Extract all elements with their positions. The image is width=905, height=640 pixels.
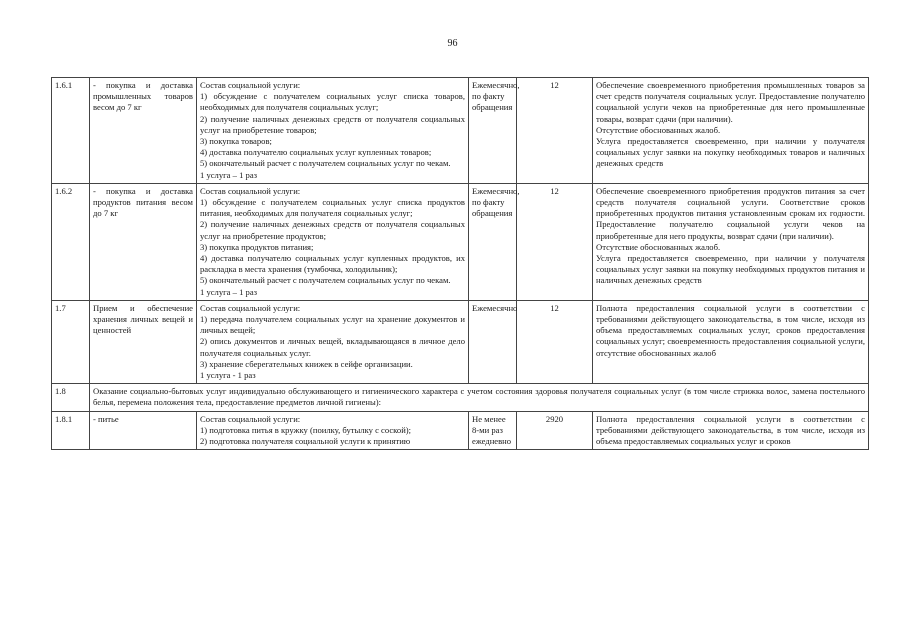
table-row — [52, 183, 869, 300]
service-quality — [593, 300, 869, 383]
service-composition-line: 3) покупка товаров; — [200, 136, 272, 147]
service-price: 2920 — [517, 411, 593, 450]
service-name: - питье — [90, 411, 197, 450]
service-frequency: Ежемесячно, по факту обращения — [469, 183, 517, 300]
service-quality-line: Отсутствие обоснованных жалоб. — [596, 241, 721, 252]
service-frequency: Ежемесячно — [469, 300, 517, 383]
row-number: 1.7 — [52, 300, 90, 383]
table-body — [52, 78, 869, 450]
table-row — [52, 78, 869, 184]
service-composition-line: 1 услуга – 1 раз — [200, 169, 258, 180]
service-name: Прием и обеспечение хранения личных вещей и ценностей — [90, 300, 197, 383]
service-composition-line: 1) передача получателем социальных услуг на хранение документов и личных вещей; — [200, 314, 465, 336]
service-composition-line: 1 услуга – 1 раз — [200, 286, 258, 297]
service-composition — [197, 300, 469, 383]
service-composition-line: Состав социальной услуги: — [200, 185, 301, 196]
row-number: 1.8.1 — [52, 411, 90, 450]
service-name: - покупка и доставка продуктов питания весом до 7 кг — [90, 183, 197, 300]
service-quality — [593, 411, 869, 450]
service-price: 12 — [517, 183, 593, 300]
service-composition-line: 5) окончательный расчет с получателем социальных услуг по чекам. — [200, 275, 451, 286]
services-table — [51, 77, 869, 450]
service-composition-line: 1 услуга - 1 раз — [200, 370, 256, 381]
service-composition-line: 3) хранение сберегательных книжек в сейфе организации. — [200, 358, 413, 369]
row-number: 1.6.2 — [52, 183, 90, 300]
service-composition-line: 3) покупка продуктов питания; — [200, 241, 314, 252]
section-number: 1.8 — [52, 384, 90, 411]
service-price: 12 — [517, 78, 593, 184]
service-quality — [593, 183, 869, 300]
service-composition-line: Состав социальной услуги: — [200, 413, 301, 424]
service-composition-line: 2) подготовка получателя социальной услуги к принятию — [200, 436, 411, 447]
row-number: 1.6.1 — [52, 78, 90, 184]
service-composition-line: 1) обсуждение с получателем социальных услуг списка продуктов питания, необходимых для получателя социальных услуг; — [200, 197, 465, 219]
service-composition — [197, 78, 469, 184]
service-quality-line: Отсутствие обоснованных жалоб. — [596, 124, 721, 135]
service-quality-line: Полнота предоставления социальной услуги в соответствии с требованиями действующего законодательства, в том числе, исходя из объема предоставляемых социальных услуг и сроков — [596, 413, 865, 447]
page-bottom-edge — [0, 602, 905, 640]
service-quality-line: Услуга предоставляется своевременно, при наличии у получателя социальных услуг заявки на покупку необходимых товаров и наличных денежных средств — [596, 136, 865, 169]
service-quality — [593, 78, 869, 184]
service-composition — [197, 411, 469, 450]
service-composition-line: 2) получение наличных денежных средств от получателя социальных услуг на приобретение продуктов; — [200, 219, 465, 241]
service-composition-line: 4) доставка получателю социальных услуг купленных продуктов, их раскладка в места хранения (тумбочка, холодильник); — [200, 253, 465, 275]
service-quality-line: Полнота предоставления социальной услуги в соответствии с требованиями действующего законодательства, в том числе, исходя из объема предоставляемых социальных услуг, сроков предоставления социальных услуг; своевременность предоставления социальной услуги, отсутствие обоснованных жалоб — [596, 302, 865, 358]
service-frequency: Ежемесячно, по факту обращения — [469, 78, 517, 184]
section-title: Оказание социально-бытовых услуг индивидуально обслуживающего и гигиенического характера с учетом состояния здоровья получателя социальных услуг (в том числе стрижка волос, замена постельного белья, перемена положения тела, предоставление предметов личной гигиены): — [90, 384, 869, 411]
service-composition — [197, 183, 469, 300]
service-composition-line: 1) обсуждение с получателем социальных услуг списка товаров, необходимых для получателя социальных услуг; — [200, 91, 465, 113]
service-quality-line: Обеспечение своевременного приобретения продуктов питания за счет средств получателя социальной услуги. Соответствие сроков приобретенных продуктов питания установленным срокам их годности. Предоставление получателю социальной услуги чеков на приобретенные для него продукты, возврат сдачи (при наличии). — [596, 185, 865, 241]
service-frequency: Не менее 8-ми раз ежедневно — [469, 411, 517, 450]
service-composition-line: 1) подготовка питья в кружку (поилку, бутылку с соской); — [200, 424, 412, 435]
service-composition-line: Состав социальной услуги: — [200, 302, 301, 313]
service-composition-line: 2) опись документов и личных вещей, вкладывающаяся в личное дело получателя социальных услуг. — [200, 336, 465, 358]
service-name: - покупка и доставка промышленных товаров весом до 7 кг — [90, 78, 197, 184]
page-number: 96 — [447, 38, 458, 49]
service-composition-line: Состав социальной услуги: — [200, 80, 301, 90]
section-row — [52, 384, 869, 411]
service-composition-line: 5) окончательный расчет с получателем социальных услуг по чекам. — [200, 158, 451, 169]
service-price: 12 — [517, 300, 593, 383]
service-composition-line: 2) получение наличных денежных средств от получателя социальных услуг на приобретение товаров; — [200, 113, 465, 135]
service-composition-line: 4) доставка получателю социальных услуг купленных товаров; — [200, 147, 432, 158]
service-quality-line: Обеспечение своевременного приобретения промышленных товаров за счет средств получателя социальных услуг. Предоставление получателю социальной услуги чеков на приобретенные для него промышленные товары, возврат сдачи (при наличии). — [596, 80, 865, 124]
service-quality-line: Услуга предоставляется своевременно, при наличии у получателя социальных услуг заявки на покупку необходимых продуктов питания и наличных денежных средств — [596, 253, 865, 286]
table-row — [52, 300, 869, 383]
table-row — [52, 411, 869, 450]
